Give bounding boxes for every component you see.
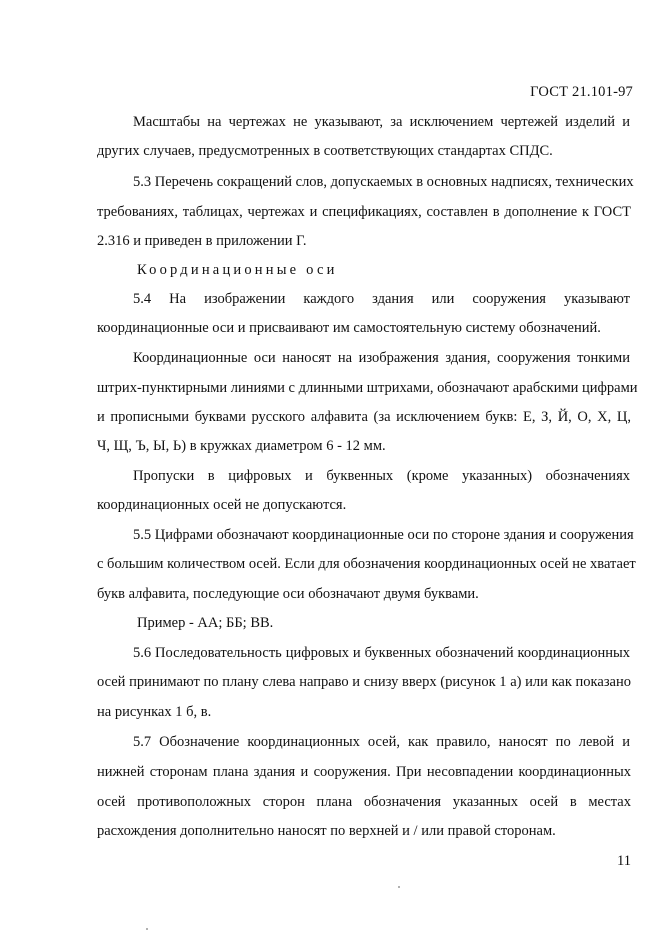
text-line: и прописными буквами русского алфавита (за исключением букв: Е, З, Й, О, Х, Ц,: [97, 409, 631, 425]
text-line: 5.7 Обозначение координационных осей, как правило, наносят по левой и: [133, 734, 630, 750]
text-line: Масштабы на чертежах не указывают, за исключением чертежей изделий и: [133, 114, 630, 130]
scan-speck: [398, 886, 400, 888]
text-line: на рисунках 1 б, в.: [97, 704, 212, 720]
text-line: 5.3 Перечень сокращений слов, допускаемых в основных надписях, технических: [133, 174, 634, 190]
text-line: осей принимают по плану слева направо и снизу вверх (рисунок 1 а) или как показано: [97, 674, 631, 690]
document-code: ГОСТ 21.101-97: [530, 84, 633, 100]
text-line: координационные оси и присваивают им самостоятельную систему обозначений.: [97, 320, 601, 336]
text-line: букв алфавита, последующие оси обозначают двумя буквами.: [97, 586, 479, 602]
text-line: 5.4 На изображении каждого здания или сооружения указывают: [133, 291, 630, 307]
text-line: Координационные оси наносят на изображения здания, сооружения тонкими: [133, 350, 630, 366]
subsection-heading: Координационные оси: [137, 262, 338, 278]
text-line: других случаев, предусмотренных в соответствующих стандартах СПДС.: [97, 143, 553, 159]
text-line: с большим количеством осей. Если для обозначения координационных осей не хватает: [97, 556, 636, 572]
text-line: расхождения дополнительно наносят по верхней и / или правой сторонам.: [97, 823, 556, 839]
text-line: требованиях, таблицах, чертежах и спецификациях, составлен в дополнение к ГОСТ: [97, 204, 631, 220]
text-line: 5.6 Последовательность цифровых и буквенных обозначений координационных: [133, 645, 630, 661]
text-line: штрих-пунктирными линиями с длинными штрихами, обозначают арабскими цифрами: [97, 380, 638, 396]
text-line: 5.5 Цифрами обозначают координационные оси по стороне здания и сооружения: [133, 527, 634, 543]
scan-speck: [146, 928, 148, 930]
text-line: нижней сторонам плана здания и сооружения. При несовпадении координационных: [97, 764, 631, 780]
text-line: Ч, Щ, Ъ, Ы, Ь) в кружках диаметром 6 - 12 мм.: [97, 438, 386, 454]
text-line: координационных осей не допускаются.: [97, 497, 347, 513]
text-line: 2.316 и приведен в приложении Г.: [97, 233, 307, 249]
example-line: Пример - АА; ББ; ВВ.: [137, 615, 274, 631]
text-line: Пропуски в цифровых и буквенных (кроме указанных) обозначениях: [133, 468, 630, 484]
page-number: 11: [617, 853, 631, 869]
text-line: осей противоположных сторон плана обозначения указанных осей в местах: [97, 794, 631, 810]
